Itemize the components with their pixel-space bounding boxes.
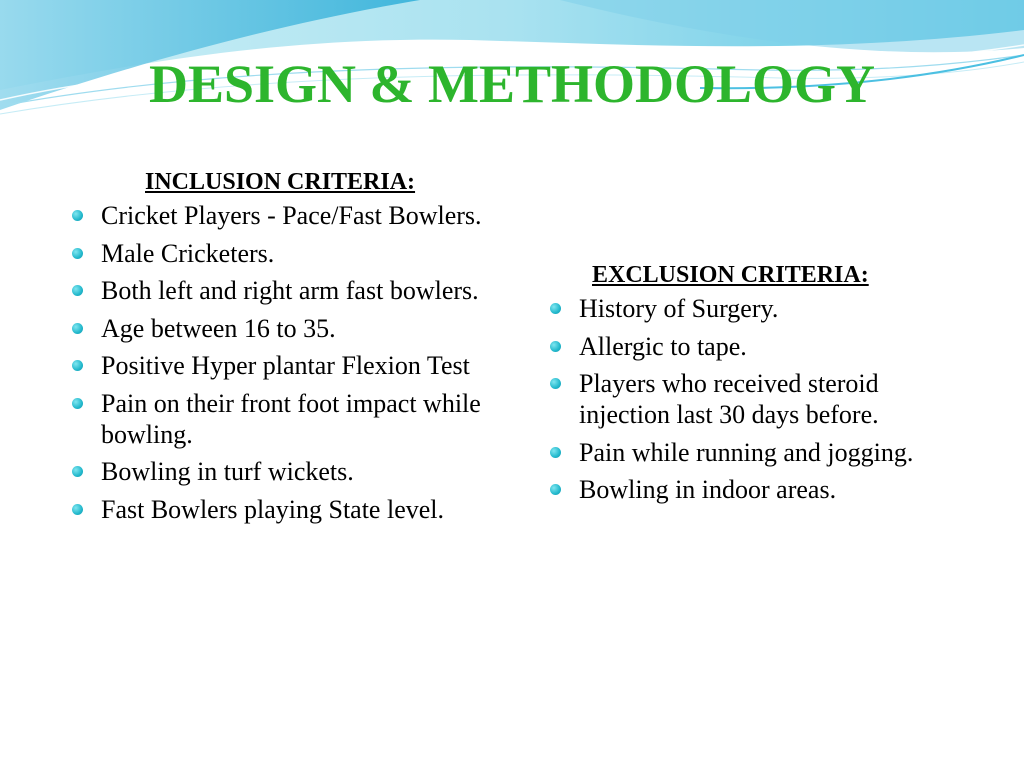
list-item-text: Positive Hyper plantar Flexion Test (101, 351, 470, 380)
bullet-icon (72, 248, 83, 259)
exclusion-criteria-heading: EXCLUSION CRITERIA: (592, 262, 869, 288)
bullet-icon (72, 323, 83, 334)
inclusion-criteria-heading: INCLUSION CRITERIA: (145, 169, 416, 195)
list-item (70, 388, 490, 450)
list-item-text: Both left and right arm fast bowlers. (101, 276, 479, 305)
list-item-text: Male Cricketers. (101, 238, 275, 268)
slide-title: DESIGN & METHODOLOGY (148, 54, 876, 114)
list-item (548, 331, 968, 362)
exclusion-criteria-list (548, 293, 968, 505)
list-item-text: Cricket Players - Pace/Fast Bowlers. (101, 201, 482, 230)
list-item-text: Allergic to tape. (579, 331, 747, 361)
bullet-icon (550, 341, 561, 352)
list-item-text: History of Surgery. (579, 294, 779, 323)
bullet-icon (72, 504, 83, 515)
bullet-icon (550, 447, 561, 458)
list-item-text: Pain on their front foot impact while bowling. (101, 388, 481, 449)
list-item (70, 494, 490, 525)
list-item (548, 293, 968, 324)
list-item-text: Age between 16 to 35. (101, 313, 336, 343)
bullet-icon (72, 285, 83, 296)
list-item (70, 275, 490, 306)
bullet-icon (72, 398, 83, 409)
list-item (548, 474, 968, 505)
list-item (70, 313, 490, 344)
bullet-icon (550, 378, 561, 389)
list-item (70, 350, 490, 381)
list-item (548, 368, 968, 430)
bullet-icon (550, 484, 561, 495)
bullet-icon (72, 466, 83, 477)
list-item-text: Pain while running and jogging. (579, 437, 914, 467)
inclusion-criteria-list (70, 200, 490, 525)
inclusion-criteria-section (70, 166, 490, 531)
list-item-text: Bowling in indoor areas. (579, 475, 837, 504)
list-item-text: Fast Bowlers playing State level. (101, 494, 445, 524)
list-item (548, 437, 968, 468)
list-item (70, 456, 490, 487)
bullet-icon (550, 303, 561, 314)
bullet-icon (72, 360, 83, 371)
list-item (70, 238, 490, 269)
list-item-text: Players who received steroid injection last 30 days before. (579, 369, 879, 429)
list-item (70, 200, 490, 231)
list-item-text: Bowling in turf wickets. (101, 457, 354, 486)
exclusion-criteria-section (548, 259, 968, 512)
bullet-icon (72, 210, 83, 221)
